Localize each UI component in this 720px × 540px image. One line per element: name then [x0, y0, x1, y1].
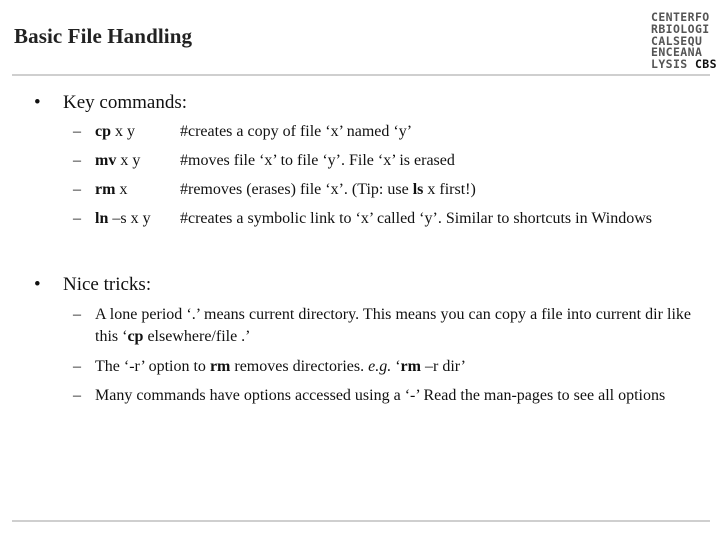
section-heading: Key commands:: [63, 92, 188, 113]
trick-text-part: The ‘-r’ option to: [95, 358, 210, 375]
logo-line-text: LYSIS: [651, 57, 695, 72]
dash: –: [73, 387, 81, 404]
slide-title: Basic File Handling: [14, 24, 193, 48]
dash: –: [73, 152, 81, 169]
footer-divider: [12, 520, 710, 522]
command-name: mv: [95, 152, 117, 169]
dash: –: [73, 210, 81, 227]
command-description: [180, 122, 412, 142]
trick-bold-command: rm: [209, 358, 231, 375]
command: [95, 180, 127, 200]
command-description: [180, 151, 455, 171]
trick-item: [0, 356, 720, 385]
logo-line: CENTERFO: [651, 10, 710, 24]
command-row: [0, 122, 720, 151]
trick-text: [95, 385, 691, 407]
command-row: [0, 151, 720, 180]
command-args: x y: [111, 123, 135, 140]
logo-accent: CBS: [694, 57, 717, 72]
command-args: x: [115, 181, 128, 198]
command-args: x y: [116, 152, 141, 169]
trick-item: [0, 304, 720, 356]
tricks-list: [0, 304, 720, 431]
dash: –: [73, 123, 81, 140]
dash: –: [73, 306, 81, 323]
command: [95, 209, 151, 229]
section-heading: Nice tricks:: [63, 274, 152, 295]
dash: –: [73, 181, 81, 198]
bullet-nice-tricks: [34, 274, 151, 296]
desc-text: #removes (erases) file ‘x’. (Tip: use: [180, 181, 413, 198]
trick-text-part: removes directories.: [230, 358, 369, 375]
trick-text-part: elsewhere/file .’: [143, 328, 251, 345]
trick-item: [0, 385, 720, 431]
desc-text: #moves file ‘x’ to file ‘y’. File ‘x’ is erased: [180, 152, 455, 169]
desc-text: x first!): [423, 181, 476, 198]
command-name: ln: [95, 210, 109, 227]
dash: –: [73, 358, 81, 375]
trick-bold-command: cp: [127, 328, 144, 345]
trick-text: [95, 304, 691, 348]
logo-line: [651, 59, 717, 71]
command-args: –s x y: [108, 210, 151, 227]
bullet-dot: •: [34, 274, 41, 295]
logo-line: ENCEANA: [651, 45, 703, 60]
trick-text-part: ‘: [391, 358, 401, 375]
desc-text: #creates a copy of file ‘x’ named ‘y’: [180, 123, 413, 140]
command: [95, 151, 140, 171]
trick-text-part: –r dir’: [420, 358, 467, 375]
trick-text-part: A lone period ‘.’ means current directory. This means you can copy a file into current dir like this ‘: [95, 306, 691, 345]
trick-text: [95, 356, 691, 378]
desc-bold-command: ls: [412, 181, 424, 198]
command: [95, 122, 135, 142]
cbs-logo: [651, 12, 717, 71]
bullet-dot: •: [34, 92, 41, 113]
logo-line: CALSEQU: [651, 33, 703, 48]
trick-bold-command: rm: [400, 358, 421, 375]
trick-italic: e.g.: [368, 358, 392, 375]
command-name: cp: [95, 123, 111, 140]
command-description: [180, 209, 652, 229]
desc-text: #creates a symbolic link to ‘x’ called ‘y’. Similar to shortcuts in Windows: [180, 210, 652, 227]
title-divider: [12, 74, 710, 76]
command-name: rm: [95, 181, 116, 198]
command-row: [0, 180, 720, 209]
command-list: [0, 122, 720, 238]
bullet-key-commands: [34, 92, 187, 114]
logo-line: RBIOLOGI: [651, 21, 710, 36]
command-description: [180, 180, 476, 200]
trick-text-part: Many commands have options accessed using a ‘-’ Read the man-pages to see all options: [95, 387, 666, 404]
command-row: [0, 209, 720, 238]
